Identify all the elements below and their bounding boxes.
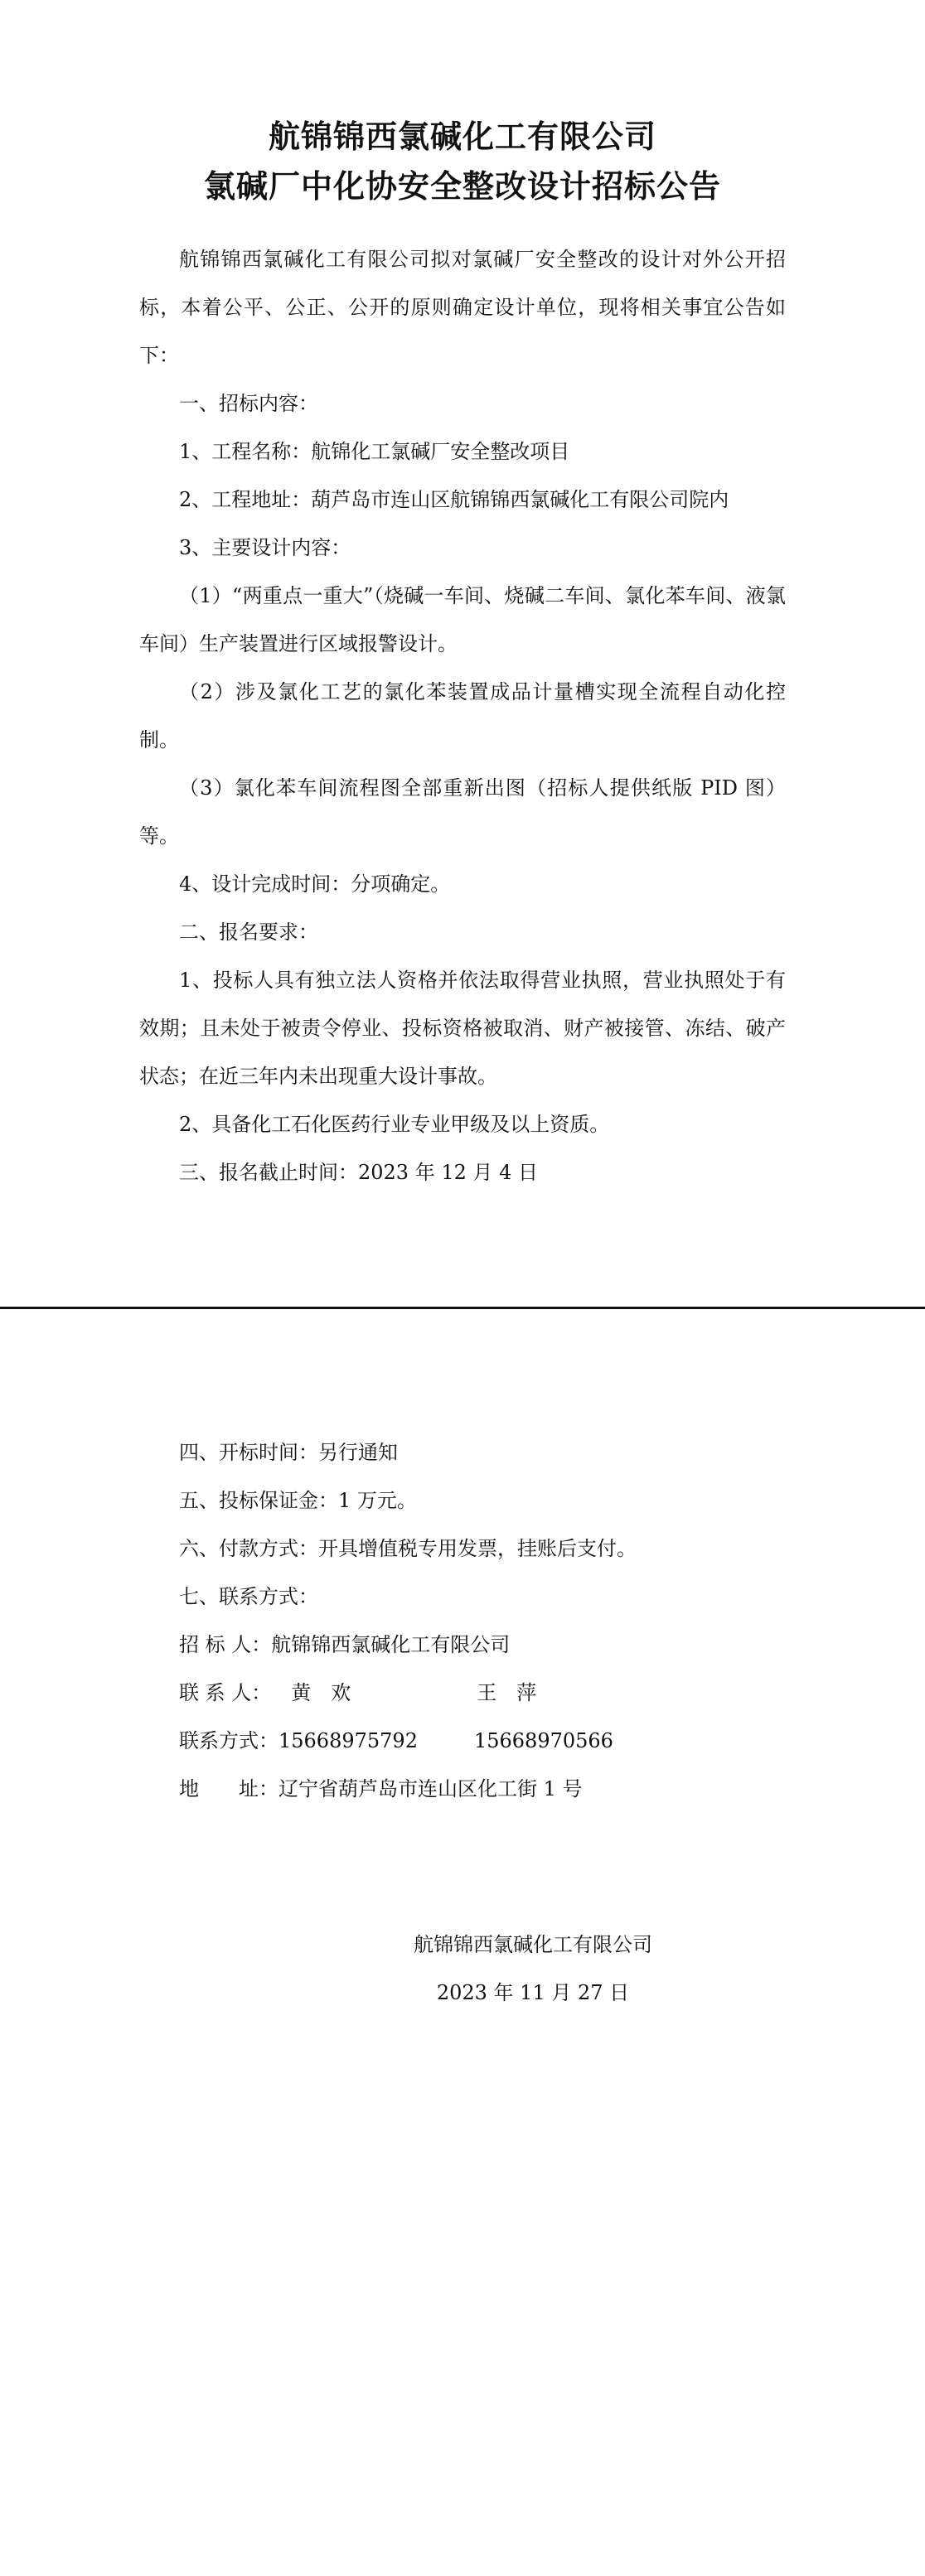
signature-company: 航锦锦西氯碱化工有限公司 [414, 1933, 652, 1956]
bidder-name: 航锦锦西氯碱化工有限公司 [271, 1633, 511, 1656]
document-page-2 [0, 1309, 925, 2576]
signature-date: 2023 年 11 月 27 日 [436, 1981, 630, 2004]
section1-sub2: （2）涉及氯化工艺的氯化苯装置成品计量槽实现全流程自动化控制。 [139, 680, 786, 752]
title-line-2: 氯碱厂中化协安全整改设计招标公告 [203, 168, 721, 205]
address-row [139, 1776, 826, 1801]
section1-sub3: （3）氯化苯车间流程图全部重新出图（招标人提供纸版 PID 图）等。 [139, 776, 786, 848]
phone-row [139, 1728, 826, 1753]
bidder-label: 招 标 人： [179, 1633, 272, 1656]
contact-person-1: 黄 欢 [291, 1681, 351, 1704]
address-value: 辽宁省葫芦岛市连山区化工街 1 号 [278, 1777, 583, 1800]
section1-item1: 1、工程名称：航锦化工氯碱厂安全整改项目 [179, 440, 570, 463]
section3-deadline: 三、报名截止时间：2023 年 12 月 4 日 [179, 1161, 539, 1184]
section1-item2: 2、工程地址：葫芦岛市连山区航锦锦西氯碱化工有限公司院内 [179, 488, 729, 511]
section2-item2: 2、具备化工石化医药行业专业甲级及以上资质。 [179, 1113, 610, 1136]
bidder-row [139, 1632, 826, 1657]
intro-paragraph: 航锦锦西氯碱化工有限公司拟对氯碱厂安全整改的设计对外公开招标，本着公平、公正、公开的原则确定设计单位，现将相关事宜公告如下： [139, 248, 786, 367]
phone-number-1: 15668975792 [278, 1729, 418, 1752]
section4-opening: 四、开标时间：另行通知 [179, 1441, 398, 1464]
phone-number-2: 15668970566 [473, 1729, 613, 1752]
section7-heading: 七、联系方式： [179, 1585, 318, 1608]
section2-item1: 1、投标人具有独立法人资格并依法取得营业执照，营业执照处于有效期；且未处于被责令停业、投标资格被取消、财产被接管、冻结、破产状态；在近三年内未出现重大设计事故。 [139, 969, 786, 1088]
contact-row [139, 1680, 826, 1705]
section1-item3: 3、主要设计内容： [179, 536, 351, 559]
phone-label: 联系方式： [179, 1729, 278, 1752]
contact-label: 联 系 人： [179, 1681, 272, 1704]
section6-payment: 六、付款方式：开具增值税专用发票，挂账后支付。 [179, 1537, 637, 1560]
title-line-1: 航锦锦西氯碱化工有限公司 [268, 118, 656, 155]
section1-heading: 一、招标内容： [179, 392, 318, 415]
contact-person-2: 王 萍 [477, 1681, 537, 1704]
section5-deposit: 五、投标保证金：1 万元。 [179, 1489, 417, 1512]
section1-sub1: （1）“两重点一重大”（烧碱一车间、烧碱二车间、氯化苯车间、液氯车间）生产装置进行区域报警设计。 [139, 584, 786, 655]
section2-heading: 二、报名要求： [179, 921, 318, 944]
address-label: 地 址： [179, 1777, 278, 1800]
section1-item4: 4、设计完成时间：分项确定。 [179, 872, 451, 896]
